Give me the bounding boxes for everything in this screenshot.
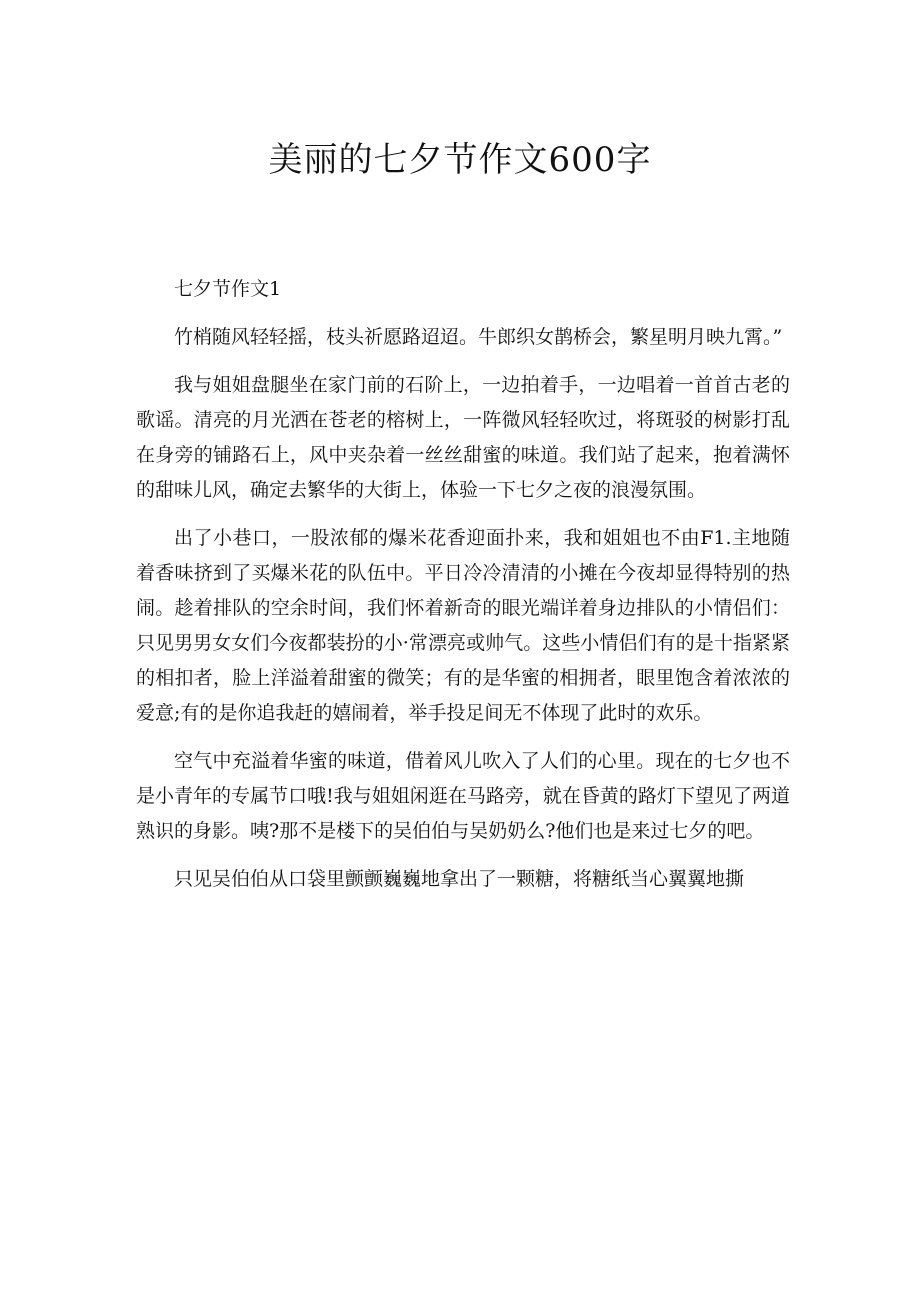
paragraph-4: 空气中充溢着华蜜的味道，借着风儿吹入了人们的心里。现在的七夕也不是小青年的专属节口哦!我与姐姐闲逛在马路旁，就在昏黄的路灯下望见了两道熟识的身影。咦?那不是楼下的吴伯伯与吴奶奶么?他们也是来过七夕的吧。	[136, 750, 790, 842]
paragraph-1: 竹梢随风轻轻摇，枝头祈愿路迢迢。牛郎织女鹊桥会，繁星明月映九霄。”	[174, 326, 783, 348]
paragraph-2: 我与姐姐盘腿坐在家门前的石阶上，一边拍着手，一边唱着一首首古老的歌谣。清亮的月光洒在苍老的榕树上，一阵微风轻轻吹过，将斑驳的树影打乱在身旁的铺路石上，风中夹杂着一丝丝甜蜜的味道。我们站了起来，抱着满怀的甜味儿风，确定去繁华的大街上，体验一下七夕之夜的浪漫氛围。	[136, 374, 790, 501]
section-heading: 七夕节作文1	[174, 278, 282, 300]
paragraph-3: 出了小巷口，一股浓郁的爆米花香迎面扑来，我和姐姐也不由F1.主地随着香味挤到了买爆米花的队伍中。平日冷冷清清的小摊在今夜却显得特别的热闹。趁着排队的空余时间，我们怀着新奇的眼光端详着身边排队的小情侣们：只见男男女女们今夜都装扮的小·常漂亮或帅气。这些小情侣们有的是十指紧紧的相扣者，脸上洋溢着甜蜜的微笑；有的是华蜜的相拥者，眼里饱含着浓浓的爱意;有的是你追我赶的嬉闹着，举手投足间无不体现了此时的欢乐。	[136, 527, 790, 724]
document-body	[136, 272, 790, 910]
document-title: 美丽的七夕节作文600字	[268, 140, 652, 180]
paragraph-5: 只见吴伯伯从口袋里颤颤巍巍地拿出了一颗糖，将糖纸当心翼翼地撕	[174, 868, 745, 890]
